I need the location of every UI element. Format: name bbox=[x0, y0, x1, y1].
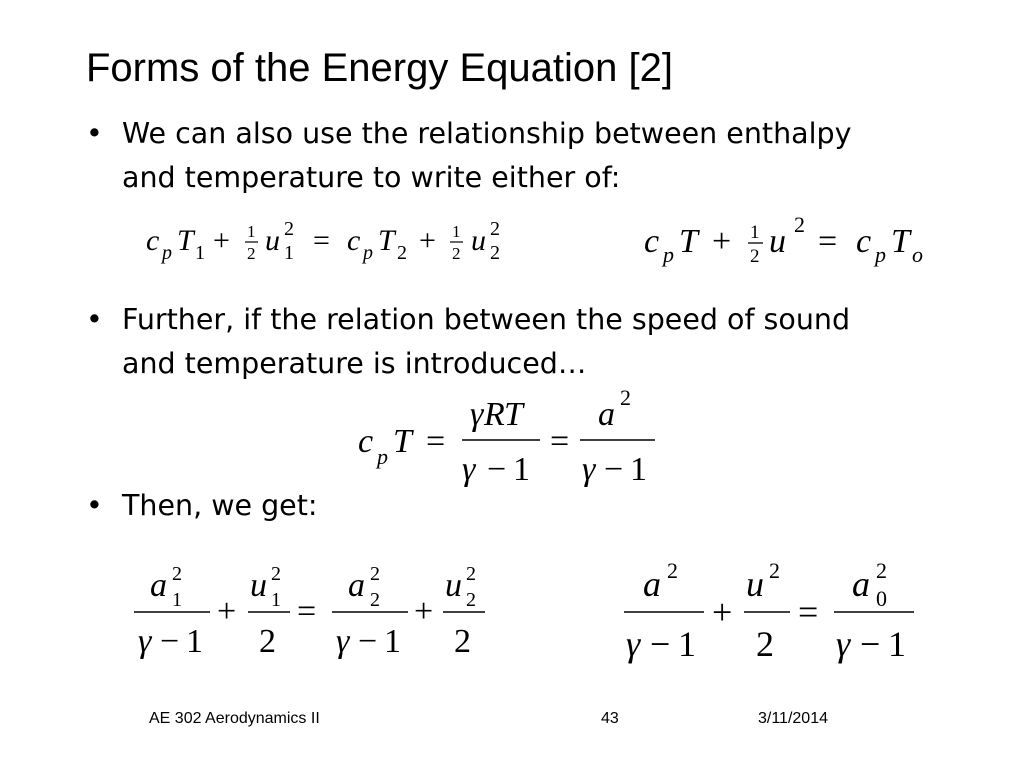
eq-symbol: γ bbox=[336, 623, 350, 660]
eq-symbol: c bbox=[358, 423, 374, 460]
eq-symbol: γ bbox=[836, 624, 851, 664]
eq-number: 1 bbox=[384, 623, 401, 660]
eq-symbol: u bbox=[445, 567, 462, 604]
eq-superscript: 2 bbox=[271, 563, 281, 585]
eq-operator: + bbox=[414, 593, 434, 630]
eq-half-den: 2 bbox=[247, 244, 256, 263]
eq-subscript: 2 bbox=[490, 242, 500, 264]
eq-symbol: u bbox=[471, 224, 486, 257]
footer-page-number: 43 bbox=[601, 710, 619, 727]
eq-symbol: T bbox=[891, 223, 910, 260]
eq-symbol: u bbox=[769, 223, 786, 260]
bullet-line: Then, we get: bbox=[122, 489, 318, 522]
eq-symbol: T bbox=[679, 223, 698, 260]
eq-operator: − bbox=[650, 624, 671, 664]
eq-subscript: 1 bbox=[284, 242, 294, 264]
eq-number: 2 bbox=[259, 623, 276, 660]
eq-subscript: 2 bbox=[466, 589, 476, 611]
eq-symbol: c bbox=[856, 223, 872, 260]
eq-superscript: 2 bbox=[490, 218, 500, 240]
bullet-line: We can also use the relationship between enthalpy bbox=[122, 117, 852, 150]
eq-operator: + bbox=[419, 224, 436, 257]
eq-symbol: R bbox=[484, 396, 505, 433]
eq-symbol: T bbox=[504, 396, 523, 433]
bullet-then bbox=[86, 484, 966, 528]
eq-subscript: p bbox=[377, 444, 388, 469]
eq-symbol: γ bbox=[582, 451, 596, 488]
eq-subscript: p bbox=[162, 242, 172, 264]
eq-operator: + bbox=[712, 592, 733, 632]
eq-symbol: u bbox=[265, 224, 280, 257]
eq-operator: − bbox=[160, 623, 180, 660]
eq-superscript: 2 bbox=[466, 563, 476, 585]
eq-symbol: c bbox=[146, 224, 160, 257]
eq-operator: − bbox=[860, 624, 881, 664]
bullet-line: and temperature to write either of: bbox=[122, 161, 621, 194]
eq-symbol: c bbox=[644, 223, 660, 260]
eq-number: 1 bbox=[888, 624, 906, 664]
eq-number: 1 bbox=[186, 623, 203, 660]
bullet-line: Further, if the relation between the speed of sound bbox=[122, 303, 851, 336]
eq-superscript: 2 bbox=[370, 563, 380, 585]
eq-subscript: 2 bbox=[397, 242, 407, 264]
bullet-dot: • bbox=[86, 489, 103, 522]
eq-half-den: 2 bbox=[750, 246, 760, 267]
footer-date: 3/11/2014 bbox=[758, 710, 828, 727]
eq-symbol: γ bbox=[462, 451, 476, 488]
eq-symbol: c bbox=[347, 224, 361, 257]
eq-operator: = bbox=[297, 593, 317, 630]
eq-superscript: 2 bbox=[667, 558, 678, 583]
eq-operator: − bbox=[487, 451, 507, 488]
eq-symbol: γ bbox=[138, 623, 152, 660]
eq-symbol: a bbox=[150, 567, 167, 604]
eq-number: 2 bbox=[454, 623, 471, 660]
equation-speed-of-sound bbox=[358, 385, 655, 488]
eq-half-num: 1 bbox=[247, 222, 256, 241]
eq-operator: = bbox=[426, 423, 446, 460]
equation-sound-speed-stagnation bbox=[624, 558, 914, 664]
eq-operator: = bbox=[313, 224, 330, 257]
eq-half-den: 2 bbox=[452, 244, 461, 263]
bullet-line: and temperature is introduced… bbox=[122, 347, 587, 380]
eq-symbol: a bbox=[348, 567, 365, 604]
eq-symbol: γ bbox=[470, 396, 484, 433]
eq-superscript: 2 bbox=[284, 218, 294, 240]
bullet-dot: • bbox=[86, 117, 103, 150]
equation-sound-speed-two-states bbox=[134, 563, 485, 660]
eq-superscript: 2 bbox=[794, 212, 805, 237]
eq-half-num: 1 bbox=[452, 222, 461, 241]
eq-number: 2 bbox=[756, 624, 774, 664]
eq-operator: = bbox=[818, 223, 838, 260]
eq-subscript: 1 bbox=[271, 589, 281, 611]
eq-number: 1 bbox=[678, 624, 696, 664]
eq-symbol: a bbox=[643, 564, 661, 604]
eq-symbol: T bbox=[378, 224, 395, 257]
eq-subscript: p bbox=[363, 242, 373, 264]
eq-subscript: 2 bbox=[370, 589, 380, 611]
eq-subscript: 0 bbox=[876, 586, 887, 611]
eq-superscript: 2 bbox=[172, 563, 182, 585]
equation-energy-stagnation bbox=[644, 212, 923, 267]
eq-half-num: 1 bbox=[750, 222, 760, 243]
eq-symbol: T bbox=[393, 423, 412, 460]
bullet-speed-of-sound bbox=[86, 298, 966, 386]
eq-superscript: 2 bbox=[769, 558, 780, 583]
eq-operator: = bbox=[798, 592, 819, 632]
eq-subscript: o bbox=[912, 242, 923, 267]
footer-course: AE 302 Aerodynamics II bbox=[149, 710, 320, 727]
eq-symbol: T bbox=[177, 224, 194, 257]
eq-operator: + bbox=[712, 223, 732, 260]
eq-symbol: u bbox=[746, 564, 764, 604]
eq-operator: + bbox=[213, 224, 230, 257]
eq-number: 1 bbox=[513, 451, 530, 488]
eq-operator: + bbox=[217, 593, 237, 630]
eq-operator: − bbox=[358, 623, 378, 660]
eq-subscript: p bbox=[875, 242, 886, 267]
eq-subscript: p bbox=[663, 242, 674, 267]
bullet-dot: • bbox=[86, 303, 103, 336]
eq-symbol: a bbox=[852, 564, 870, 604]
eq-superscript: 2 bbox=[876, 558, 887, 583]
eq-superscript: 2 bbox=[620, 385, 631, 410]
eq-operator: − bbox=[604, 451, 624, 488]
eq-symbol: γ bbox=[626, 624, 641, 664]
eq-operator: = bbox=[550, 423, 570, 460]
eq-subscript: 1 bbox=[172, 589, 182, 611]
eq-number: 1 bbox=[630, 451, 647, 488]
eq-symbol: a bbox=[598, 396, 615, 433]
eq-symbol: u bbox=[250, 567, 267, 604]
slide-title: Forms of the Energy Equation [2] bbox=[86, 46, 673, 90]
eq-subscript: 1 bbox=[195, 242, 205, 264]
